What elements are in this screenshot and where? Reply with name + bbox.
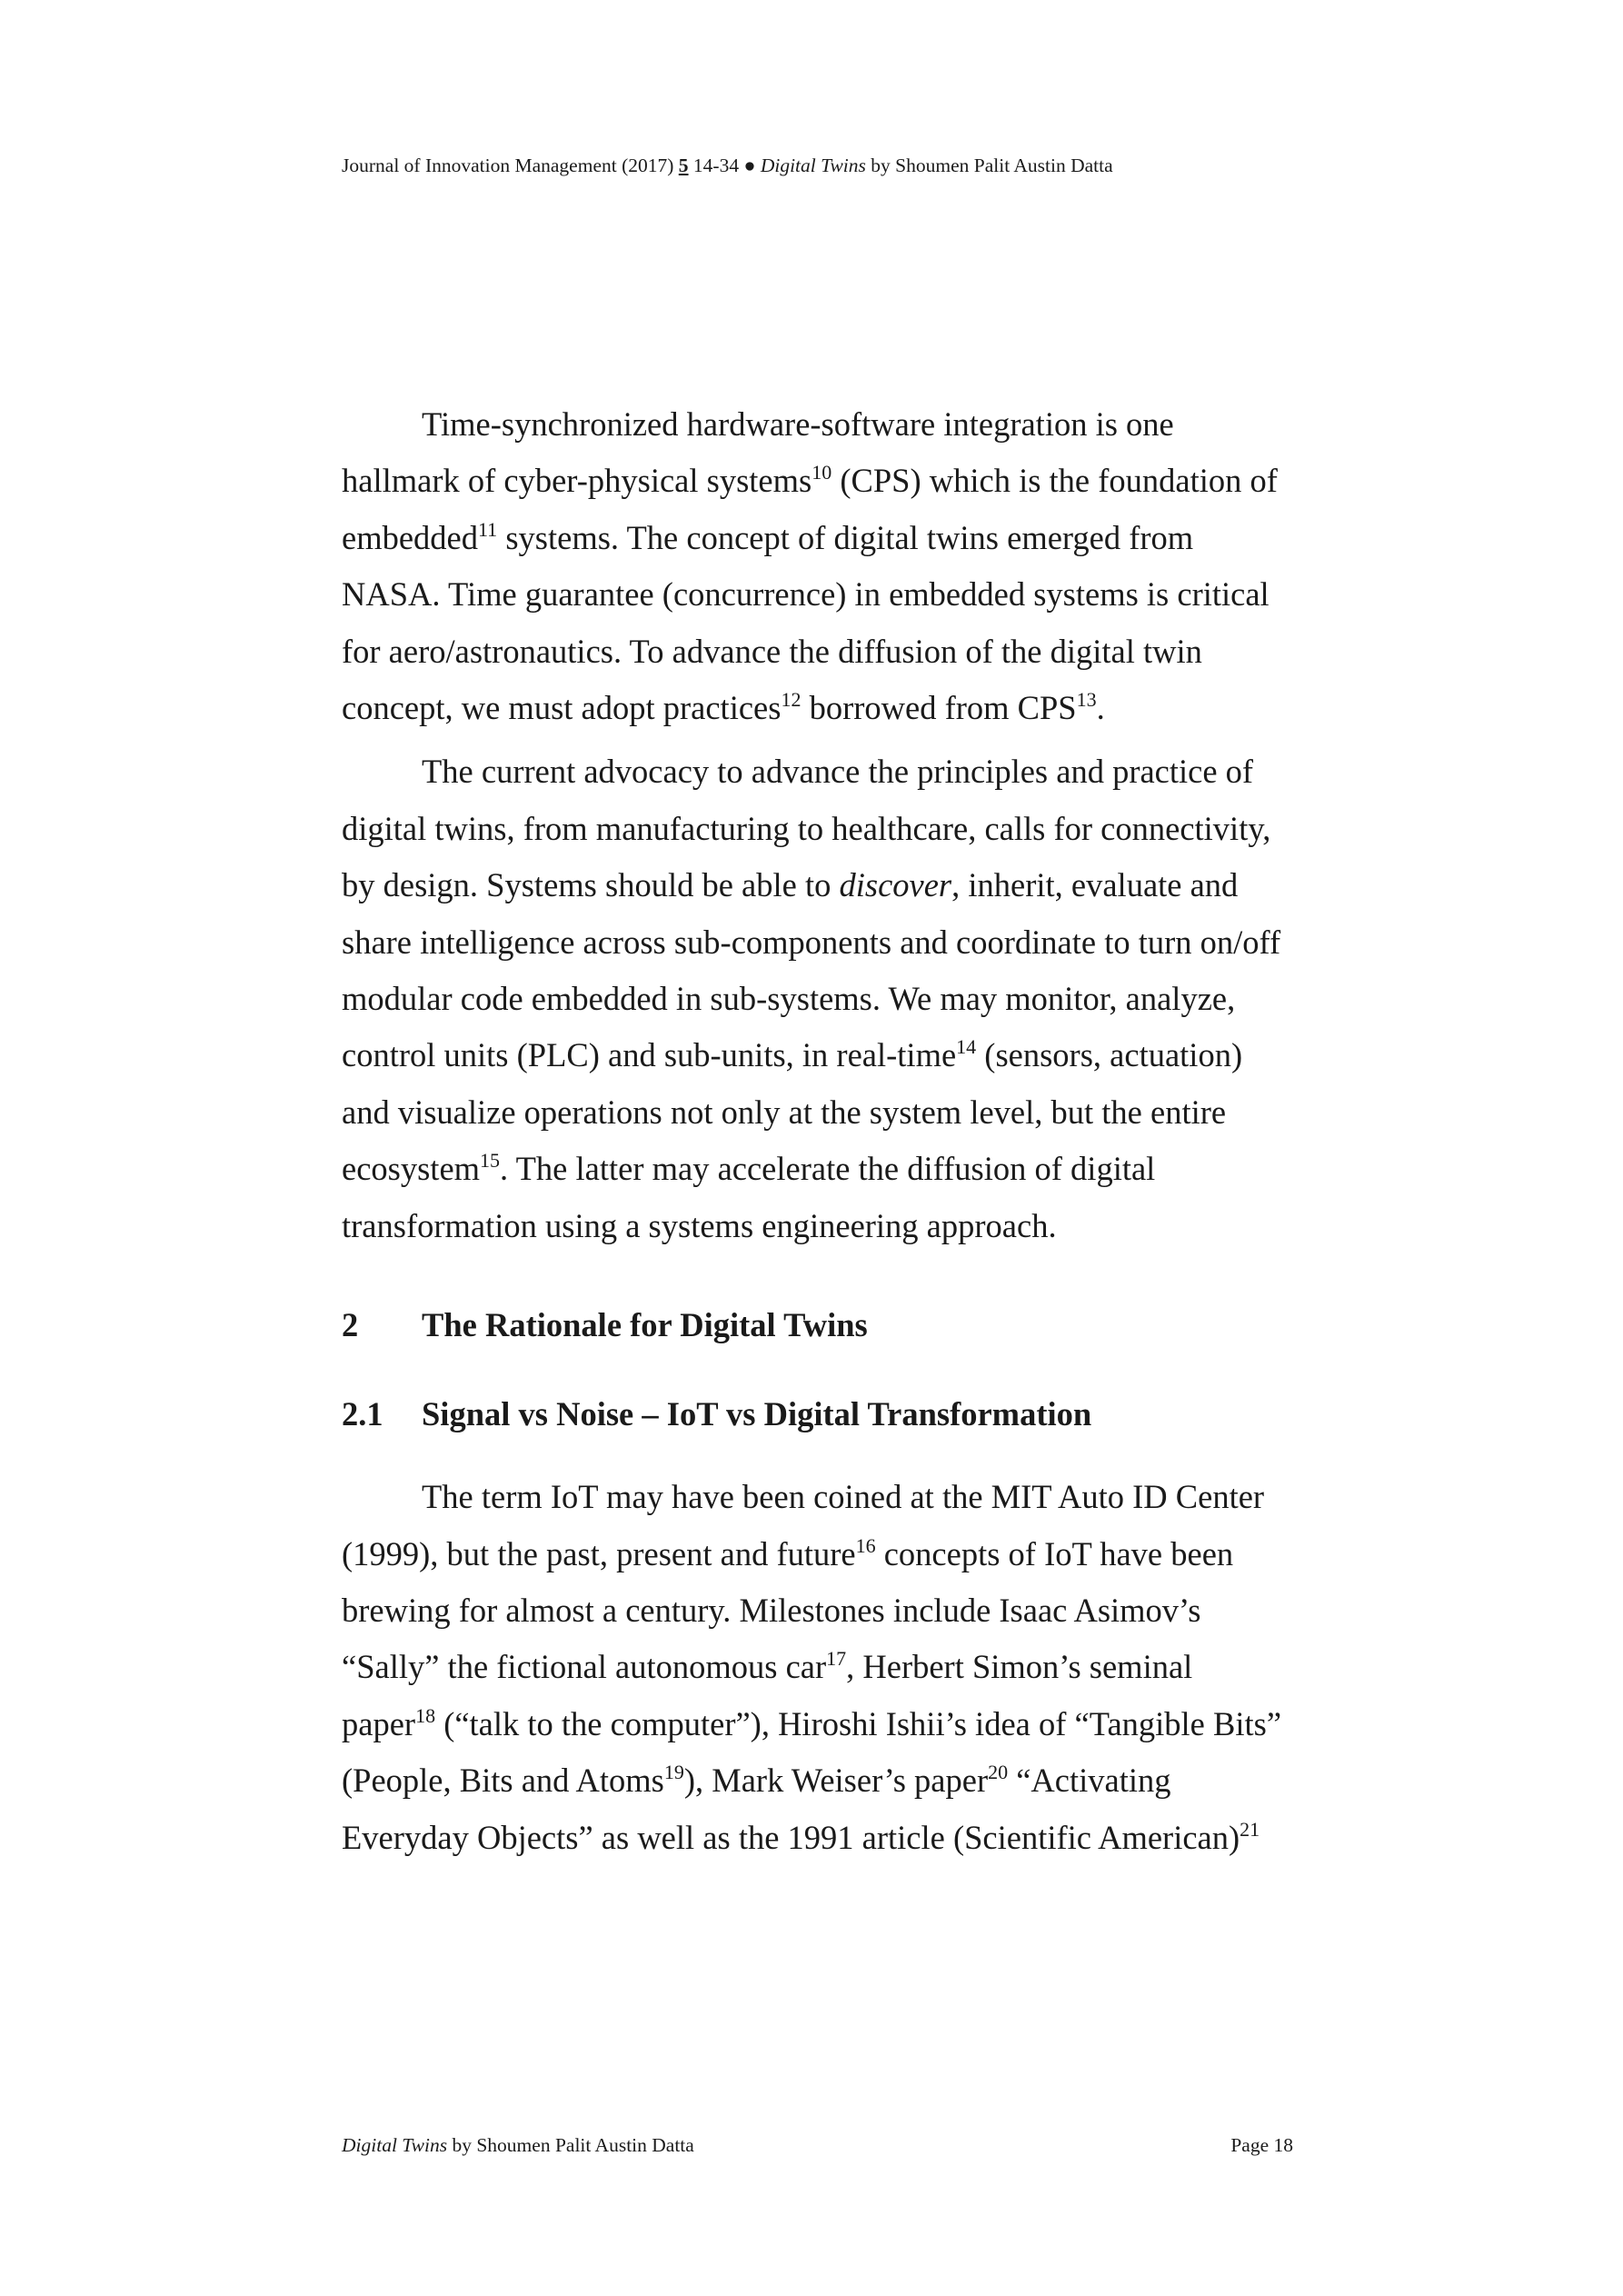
text-run: hallmark of cyber-physical systems	[342, 462, 812, 500]
text-line	[342, 1198, 1305, 1254]
header-author: by Shoumen Palit Austin Datta	[865, 155, 1113, 176]
footnote-marker: 13	[1076, 688, 1097, 712]
text-line	[342, 1696, 1305, 1752]
text-run: . The latter may accelerate the diffusion of digital	[500, 1150, 1156, 1188]
text-line	[342, 566, 1305, 623]
text-line	[342, 971, 1305, 1027]
subsection-heading	[342, 1394, 1305, 1434]
text-run: Everyday Objects” as well as the 1991 article (Scientific American)	[342, 1818, 1240, 1856]
text-run: share intelligence across sub-components and coordinate to turn on/off	[342, 923, 1281, 961]
text-run: ecosystem	[342, 1150, 481, 1188]
footnote-marker: 16	[855, 1533, 876, 1557]
text-run: The current advocacy to advance the principles and practice of	[422, 753, 1254, 791]
header-volume: 5	[678, 155, 689, 176]
text-line	[342, 1810, 1305, 1866]
text-line	[342, 1639, 1305, 1695]
text-run: , Herbert Simon’s seminal	[846, 1648, 1193, 1686]
footnote-marker: 18	[415, 1703, 436, 1727]
text-run: control units (PLC) and sub-units, in real-time	[342, 1036, 957, 1074]
text-line	[342, 510, 1305, 566]
text-run: for aero/astronautics. To advance the diffusion of the digital twin	[342, 632, 1202, 670]
text-line	[342, 680, 1305, 736]
text-run: (1999), but the past, present and future	[342, 1534, 856, 1572]
running-header	[342, 153, 1113, 178]
body-text	[342, 396, 1305, 1866]
text-line	[342, 1027, 1305, 1083]
text-line	[342, 1084, 1305, 1141]
section-title: The Rationale for Digital Twins	[422, 1306, 868, 1344]
page-number: Page 18	[1230, 2134, 1293, 2156]
text-run: modular code embedded in sub-systems. We may monitor, analyze,	[342, 980, 1236, 1018]
text-run: transformation using a systems engineering approach.	[342, 1206, 1057, 1244]
paragraph-2	[342, 744, 1305, 1254]
footer-author: by Shoumen Palit Austin Datta	[447, 2134, 694, 2156]
section-number: 2	[342, 1306, 359, 1344]
text-run: NASA. Time guarantee (concurrence) in embedded systems is critical	[342, 575, 1270, 614]
text-run: ), Mark Weiser’s paper	[683, 1762, 989, 1800]
text-run: (sensors, actuation)	[976, 1036, 1243, 1074]
footnote-marker: 15	[480, 1149, 501, 1173]
text-line	[342, 396, 1305, 453]
footnote-marker: 21	[1240, 1817, 1260, 1841]
text-run: by design. Systems should be able to	[342, 866, 840, 904]
section-heading	[342, 1305, 1305, 1345]
text-run: “Activating	[1008, 1762, 1171, 1800]
text-run: (People, Bits and Atoms	[342, 1762, 664, 1800]
text-line	[342, 744, 1305, 800]
text-run: systems. The concept of digital twins emerged from	[497, 518, 1194, 556]
text-line	[342, 1582, 1305, 1639]
footnote-marker: 19	[663, 1761, 684, 1784]
text-line	[342, 1526, 1305, 1582]
text-run: paper	[342, 1704, 416, 1742]
text-line	[342, 1141, 1305, 1197]
footer-title: Digital Twins	[342, 2134, 448, 2156]
footnote-marker: 10	[812, 461, 832, 484]
paragraph-3	[342, 1469, 1305, 1866]
text-run: (CPS) which is the foundation of	[831, 462, 1278, 500]
text-run: brewing for almost a century. Milestones include Isaac Asimov’s	[342, 1591, 1201, 1629]
header-title: Digital Twins	[760, 155, 866, 176]
text-line	[342, 1752, 1305, 1809]
emphasis-text: discover	[839, 866, 952, 904]
header-journal: Journal of Innovation Management (2017)	[342, 155, 679, 176]
footnote-marker: 20	[988, 1761, 1009, 1784]
footnote-marker: 14	[956, 1035, 977, 1059]
text-line	[342, 453, 1305, 509]
footnote-marker: 11	[478, 517, 498, 541]
subsection-number: 2.1	[342, 1395, 383, 1433]
text-run: concept, we must adopt practices	[342, 689, 782, 727]
text-run: , inherit, evaluate and	[951, 866, 1239, 904]
text-run: borrowed from CPS	[801, 689, 1077, 727]
text-run: digital twins, from manufacturing to healthcare, calls for connectivity,	[342, 809, 1271, 847]
text-run: “Sally” the fictional autonomous car	[342, 1648, 827, 1686]
text-line	[342, 857, 1305, 913]
text-line	[342, 914, 1305, 971]
text-run: concepts of IoT have been	[875, 1534, 1234, 1572]
text-run: The term IoT may have been coined at the MIT Auto ID Center	[422, 1478, 1265, 1516]
paragraph-1	[342, 396, 1305, 736]
text-run: Time-synchronized hardware-software integration is one	[422, 405, 1174, 443]
header-pages: 14-34 ●	[688, 155, 761, 176]
footnote-marker: 17	[826, 1647, 847, 1671]
text-run: .	[1096, 689, 1105, 727]
text-line	[342, 801, 1305, 857]
text-run: embedded	[342, 518, 478, 556]
text-run: and visualize operations not only at the system level, but the entire	[342, 1093, 1227, 1131]
text-line	[342, 1469, 1305, 1525]
text-run: (“talk to the computer”), Hiroshi Ishii’s idea of “Tangible Bits”	[435, 1704, 1282, 1742]
running-footer	[342, 2132, 694, 2158]
text-line	[342, 624, 1305, 680]
subsection-title: Signal vs Noise – IoT vs Digital Transformation	[422, 1395, 1092, 1433]
footnote-marker: 12	[781, 688, 802, 712]
